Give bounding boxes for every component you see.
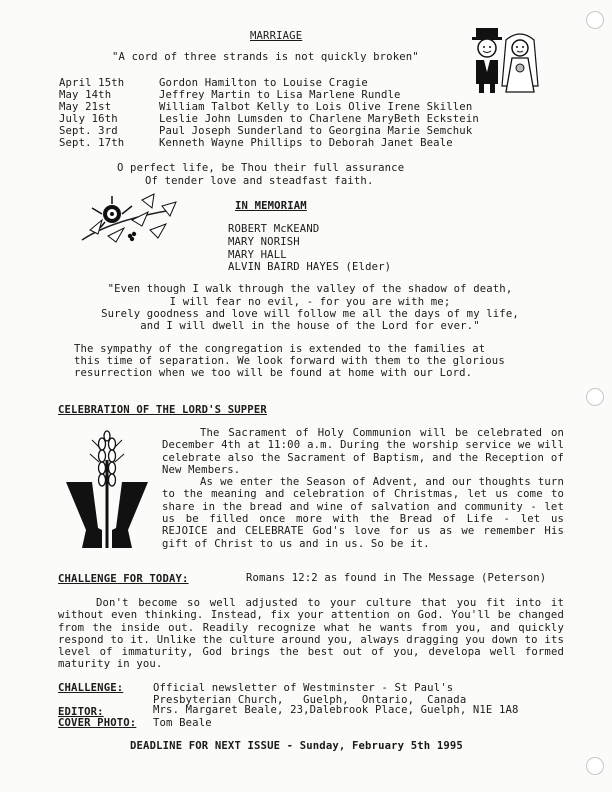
sympathy-line: resurrection when we too will be found at home with our Lord. bbox=[74, 367, 473, 379]
sympathy-line: The sympathy of the congregation is extended to the families at bbox=[74, 343, 486, 355]
deadline-notice: DEADLINE FOR NEXT ISSUE - Sunday, February 5th 1995 bbox=[130, 740, 463, 752]
memoriam-name: ALVIN BAIRD HAYES (Elder) bbox=[228, 261, 392, 273]
cover-photo-label: COVER PHOTO: bbox=[58, 717, 137, 729]
challenge-line2: Presbyterian Church, Guelph, Ontario, Canada bbox=[153, 694, 467, 706]
marriage-verse-line2: Of tender love and steadfast faith. bbox=[145, 175, 374, 187]
challenge-today-body bbox=[58, 597, 564, 671]
challenge-label: CHALLENGE: bbox=[58, 682, 124, 694]
challenge-today-reference: Romans 12:2 as found in The Message (Peterson) bbox=[246, 572, 547, 584]
flower-holly-icon bbox=[72, 190, 182, 255]
challenge-body-text: Don't become so well adjusted to your culture that you fit into it without even thinking. Instead, fix your attention on God. You'll be changed from the inside out. Readily recognize what he wants from you, and quickly respond to it. Unlike the culture around you, always dragging you down to its level of immaturity, God brings the best out of you, developa well formed maturity in you. bbox=[58, 597, 564, 671]
cover-photo-value: Tom Beale bbox=[153, 717, 212, 729]
editor-value: Mrs. Margaret Beale, 23,Dalebrook Place, Guelph, N1E 1A8 bbox=[153, 704, 519, 716]
binder-hole-middle bbox=[586, 388, 604, 406]
marriage-entry: May 14th Jeffrey Martin to Lisa Marlene Rundle bbox=[59, 89, 401, 101]
memoriam-heading: IN MEMORIAM bbox=[235, 200, 307, 212]
editor-label: EDITOR: bbox=[58, 706, 104, 718]
binder-hole-bottom bbox=[586, 757, 604, 775]
memoriam-name: MARY NORISH bbox=[228, 236, 300, 248]
marriage-entry: Sept. 3rd Paul Joseph Sunderland to Georgina Marie Semchuk bbox=[59, 125, 473, 137]
memoriam-name: ROBERT McKEAND bbox=[228, 223, 320, 235]
supper-paragraph-1: The Sacrament of Holy Communion will be celebrated on December 4th at 11:00 a.m. During the worship service we will celebrate also the Sacrament of Baptism, and the Reception of New Members. bbox=[162, 427, 564, 476]
challenge-today-heading: CHALLENGE FOR TODAY: bbox=[58, 573, 189, 585]
memoriam-name: MARY HALL bbox=[228, 249, 287, 261]
marriage-entry: April 15th Gordon Hamilton to Louise Cragie bbox=[59, 77, 368, 89]
wedding-couple-icon bbox=[468, 26, 548, 96]
sympathy-line: this time of separation. We look forward with them to the glorious bbox=[74, 355, 505, 367]
psalm-line: and I will dwell in the house of the Lord for ever." bbox=[140, 320, 480, 332]
marriage-quote: "A cord of three strands is not quickly broken" bbox=[112, 51, 419, 63]
marriage-entry: July 16th Leslie John Lumsden to Charlene MaryBeth Eckstein bbox=[59, 113, 479, 125]
psalm-line: Surely goodness and love will follow me all the days of my life, bbox=[101, 308, 519, 320]
supper-heading: CELEBRATION OF THE LORD'S SUPPER bbox=[58, 404, 267, 416]
marriage-entry: May 21st William Talbot Kelly to Lois Olive Irene Skillen bbox=[59, 101, 473, 113]
psalm-line: I will fear no evil, - for you are with me; bbox=[169, 296, 451, 308]
wheat-chalice-icon bbox=[62, 430, 152, 555]
supper-paragraphs bbox=[162, 427, 564, 550]
marriage-heading: MARRIAGE bbox=[250, 30, 303, 42]
challenge-line1: Official newsletter of Westminster - St Paul's bbox=[153, 682, 454, 694]
supper-paragraph-2: As we enter the Season of Advent, and our thoughts turn to the meaning and celebration of Christmas, let us come to share in the bread and wine of salvation and community - let us be filled once more with the Bread of Life - let us REJOICE and CELEBRATE God's love for us as we remember His gift of Christ to us and in us. So be it. bbox=[162, 476, 564, 550]
marriage-entry: Sept. 17th Kenneth Wayne Phillips to Deborah Janet Beale bbox=[59, 137, 453, 149]
psalm-line: "Even though I walk through the valley of the shadow of death, bbox=[107, 283, 513, 295]
binder-hole-top bbox=[586, 11, 604, 29]
marriage-verse-line1: O perfect life, be Thou their full assurance bbox=[117, 162, 405, 174]
